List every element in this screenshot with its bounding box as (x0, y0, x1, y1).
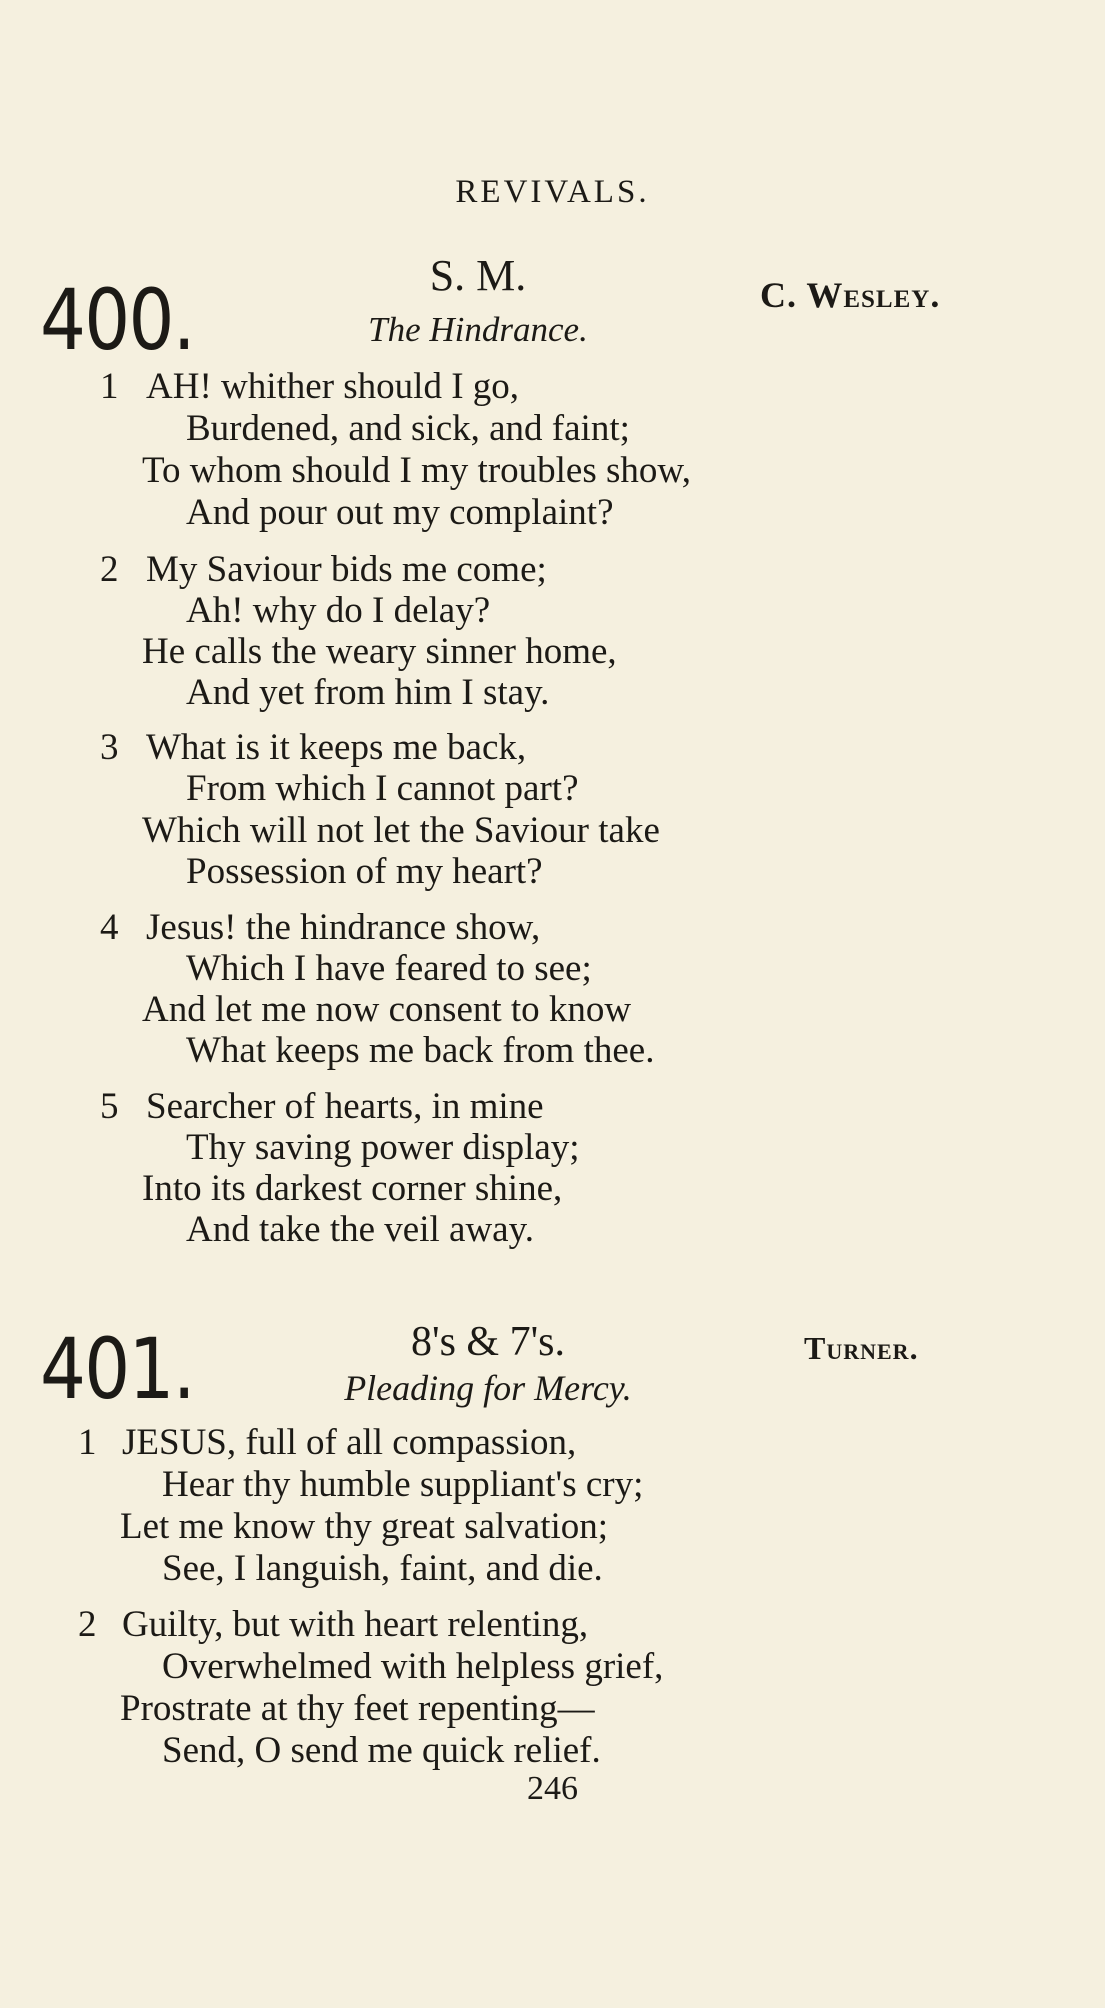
verse-line: Jesus! the hindrance show, (146, 907, 541, 948)
verse-line: Which will not let the Saviour take (142, 810, 660, 851)
hymn-composer: Turner. (804, 1330, 919, 1366)
verse-number: 3 (100, 727, 119, 768)
verse-line: Hear thy humble suppliant's cry; (162, 1464, 644, 1505)
verse-line: What keeps me back from thee. (186, 1030, 655, 1071)
hymn-meter: S. M. (429, 251, 527, 300)
verse-line: And take the veil away. (186, 1209, 534, 1250)
verse-number: 5 (100, 1086, 119, 1127)
verse-line: My Saviour bids me come; (146, 549, 547, 590)
verse-number: 1 (100, 366, 119, 407)
verse-line: Send, O send me quick relief. (162, 1730, 601, 1771)
verse-line: And let me now consent to know (142, 989, 632, 1030)
verse-number: 2 (100, 549, 119, 590)
hymn-meter: 8's & 7's. (411, 1319, 565, 1365)
verse-line: Which I have feared to see; (186, 948, 592, 989)
verse-line: And pour out my complaint? (186, 492, 614, 533)
hymn-number: 401. (40, 1320, 194, 1418)
verse-line: What is it keeps me back, (146, 727, 527, 768)
verse-line: Let me know thy great salvation; (120, 1506, 609, 1547)
verse-line: Ah! why do I delay? (186, 590, 491, 631)
verse-line: He calls the weary sinner home, (142, 631, 617, 672)
hymn-title: The Hindrance. (368, 310, 588, 349)
page-number: 246 (527, 1770, 578, 1807)
verse-line: Thy saving power display; (186, 1127, 580, 1168)
verse-line: Guilty, but with heart relenting, (122, 1604, 589, 1645)
verse-line: And yet from him I stay. (186, 672, 550, 713)
verse-number: 4 (100, 907, 119, 948)
verse-line: From which I cannot part? (186, 768, 579, 809)
verse-line: Into its darkest corner shine, (142, 1168, 563, 1209)
hymn-composer: C. Wesley. (760, 275, 941, 315)
verse-line: Burdened, and sick, and faint; (186, 408, 630, 449)
verse-line: JESUS, full of all compassion, (122, 1422, 577, 1463)
verse-number: 1 (78, 1422, 97, 1463)
hymn-number: 400. (40, 271, 194, 369)
hymn-title: Pleading for Mercy. (344, 1368, 632, 1408)
verse-line: To whom should I my troubles show, (142, 450, 691, 491)
verse-line: Overwhelmed with helpless grief, (162, 1646, 664, 1687)
verse-line: Possession of my heart? (186, 851, 543, 892)
verse-line: Searcher of hearts, in mine (146, 1086, 544, 1127)
verse-line: See, I languish, faint, and die. (162, 1548, 603, 1589)
verse-line: Prostrate at thy feet repenting— (120, 1688, 595, 1729)
verse-line: AH! whither should I go, (146, 366, 520, 407)
verse-number: 2 (78, 1604, 97, 1645)
running-head: REVIVALS. (455, 174, 650, 210)
